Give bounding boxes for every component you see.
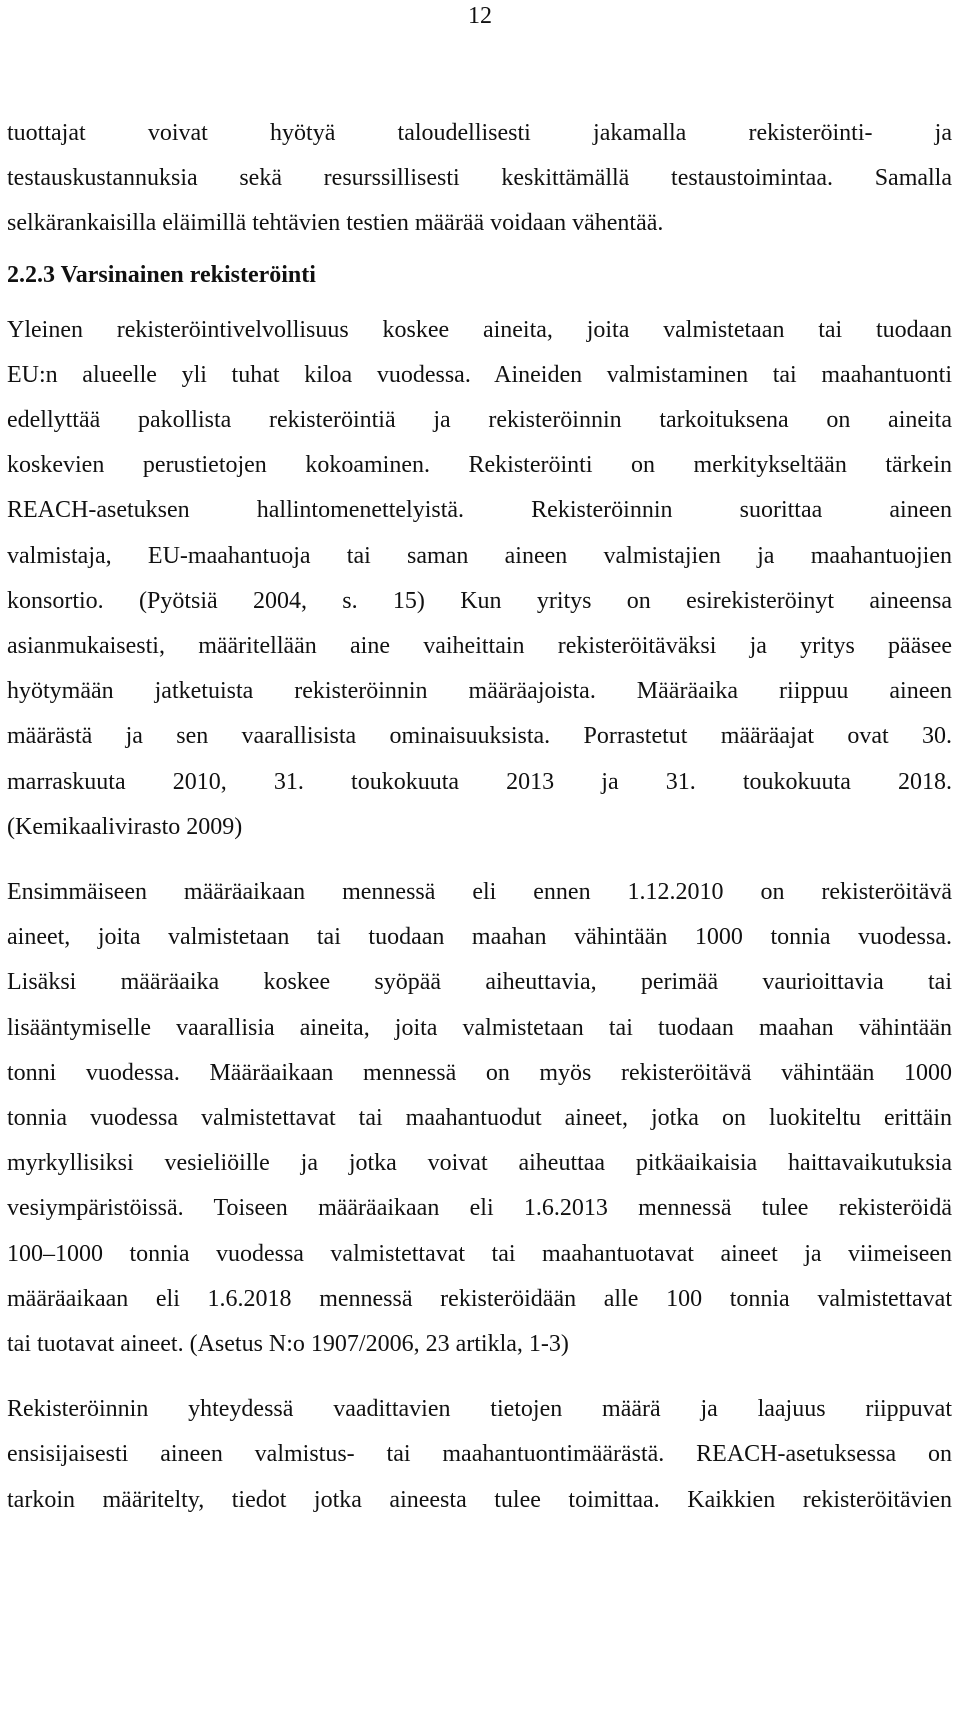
text-line: Ensimmäiseen määräaikaan mennessä eli ennen 1.12.2010 on rekisteröitävä [7, 879, 952, 906]
paragraph-4 [7, 1387, 952, 1523]
text-line: testauskustannuksia sekä resurssillisesti keskittämällä testaustoimintaa. Samalla [7, 165, 952, 192]
text-line: 100–1000 tonnia vuodessa valmistettavat tai maahantuotavat aineet ja viimeiseen [7, 1240, 952, 1267]
text-line: marraskuuta 2010, 31. toukokuuta 2013 ja 31. toukokuuta 2018. [7, 768, 952, 795]
text-line: tai tuotavat aineet. (Asetus N:o 1907/2006, 23 artikla, 1-3) [7, 1331, 569, 1358]
paragraph-3 [7, 870, 952, 1367]
text-line: myrkyllisiksi vesieliöille ja jotka voivat aiheuttaa pitkäaikaisia haittavaikutuksia [7, 1150, 952, 1177]
text-line: tonni vuodessa. Määräaikaan mennessä on myös rekisteröitävä vähintään 1000 [7, 1059, 952, 1086]
text-line: ensisijaisesti aineen valmistus- tai maahantuontimäärästä. REACH-asetuksessa on [7, 1441, 952, 1468]
section-heading: 2.2.3 Varsinainen rekisteröinti [7, 261, 316, 288]
text-line: EU:n alueelle yli tuhat kiloa vuodessa. Aineiden valmistaminen tai maahantuonti [7, 361, 952, 388]
text-line: REACH-asetuksen hallintomenettelyistä. Rekisteröinnin suorittaa aineen [7, 497, 952, 524]
text-line: Yleinen rekisteröintivelvollisuus koskee aineita, joita valmistetaan tai tuodaan [7, 316, 952, 343]
text-line: Lisäksi määräaika koskee syöpää aiheuttavia, perimää vaurioittavia tai [7, 969, 952, 996]
text-line: määrästä ja sen vaarallisista ominaisuuksista. Porrastetut määräajat ovat 30. [7, 723, 952, 750]
text-line: tonnia vuodessa valmistettavat tai maahantuodut aineet, jotka on luokiteltu erittäin [7, 1105, 952, 1132]
text-line: määräaikaan eli 1.6.2018 mennessä rekisteröidään alle 100 tonnia valmistettavat [7, 1285, 952, 1312]
text-line: (Kemikaalivirasto 2009) [7, 813, 243, 840]
text-line: selkärankaisilla eläimillä tehtävien testien määrää voidaan vähentää. [7, 210, 664, 237]
text-line: tarkoin määritelty, tiedot jotka aineesta tulee toimittaa. Kaikkien rekisteröitävien [7, 1486, 952, 1513]
text-line: aineet, joita valmistetaan tai tuodaan maahan vähintään 1000 tonnia vuodessa. [7, 924, 952, 951]
text-line: valmistaja, EU-maahantuoja tai saman aineen valmistajien ja maahantuojien [7, 542, 952, 569]
document-body [7, 111, 952, 1523]
text-line: lisääntymiselle vaarallisia aineita, joita valmistetaan tai tuodaan maahan vähintään [7, 1014, 952, 1041]
text-line: konsortio. (Pyötsiä 2004, s. 15) Kun yritys on esirekisteröinyt aineensa [7, 587, 952, 614]
text-line: hyötymään jatketuista rekisteröinnin määräajoista. Määräaika riippuu aineen [7, 678, 952, 705]
page-number: 12 [468, 3, 492, 29]
text-line: edellyttää pakollista rekisteröintiä ja rekisteröinnin tarkoituksena on aineita [7, 407, 952, 434]
paragraph-1 [7, 111, 952, 247]
paragraph-2 [7, 308, 952, 850]
text-line: asianmukaisesti, määritellään aine vaiheittain rekisteröitäväksi ja yritys pääsee [7, 633, 952, 660]
paragraph-gap [7, 850, 952, 870]
paragraph-gap [7, 1367, 952, 1387]
text-line: tuottajat voivat hyötyä taloudellisesti jakamalla rekisteröinti- ja [7, 120, 952, 146]
text-line: koskevien perustietojen kokoaminen. Rekisteröinti on merkitykseltään tärkein [7, 452, 952, 479]
text-line: vesiympäristöissä. Toiseen määräaikaan eli 1.6.2013 mennessä tulee rekisteröidä [7, 1195, 952, 1222]
text-line: Rekisteröinnin yhteydessä vaadittavien tietojen määrä ja laajuus riippuvat [7, 1396, 952, 1423]
